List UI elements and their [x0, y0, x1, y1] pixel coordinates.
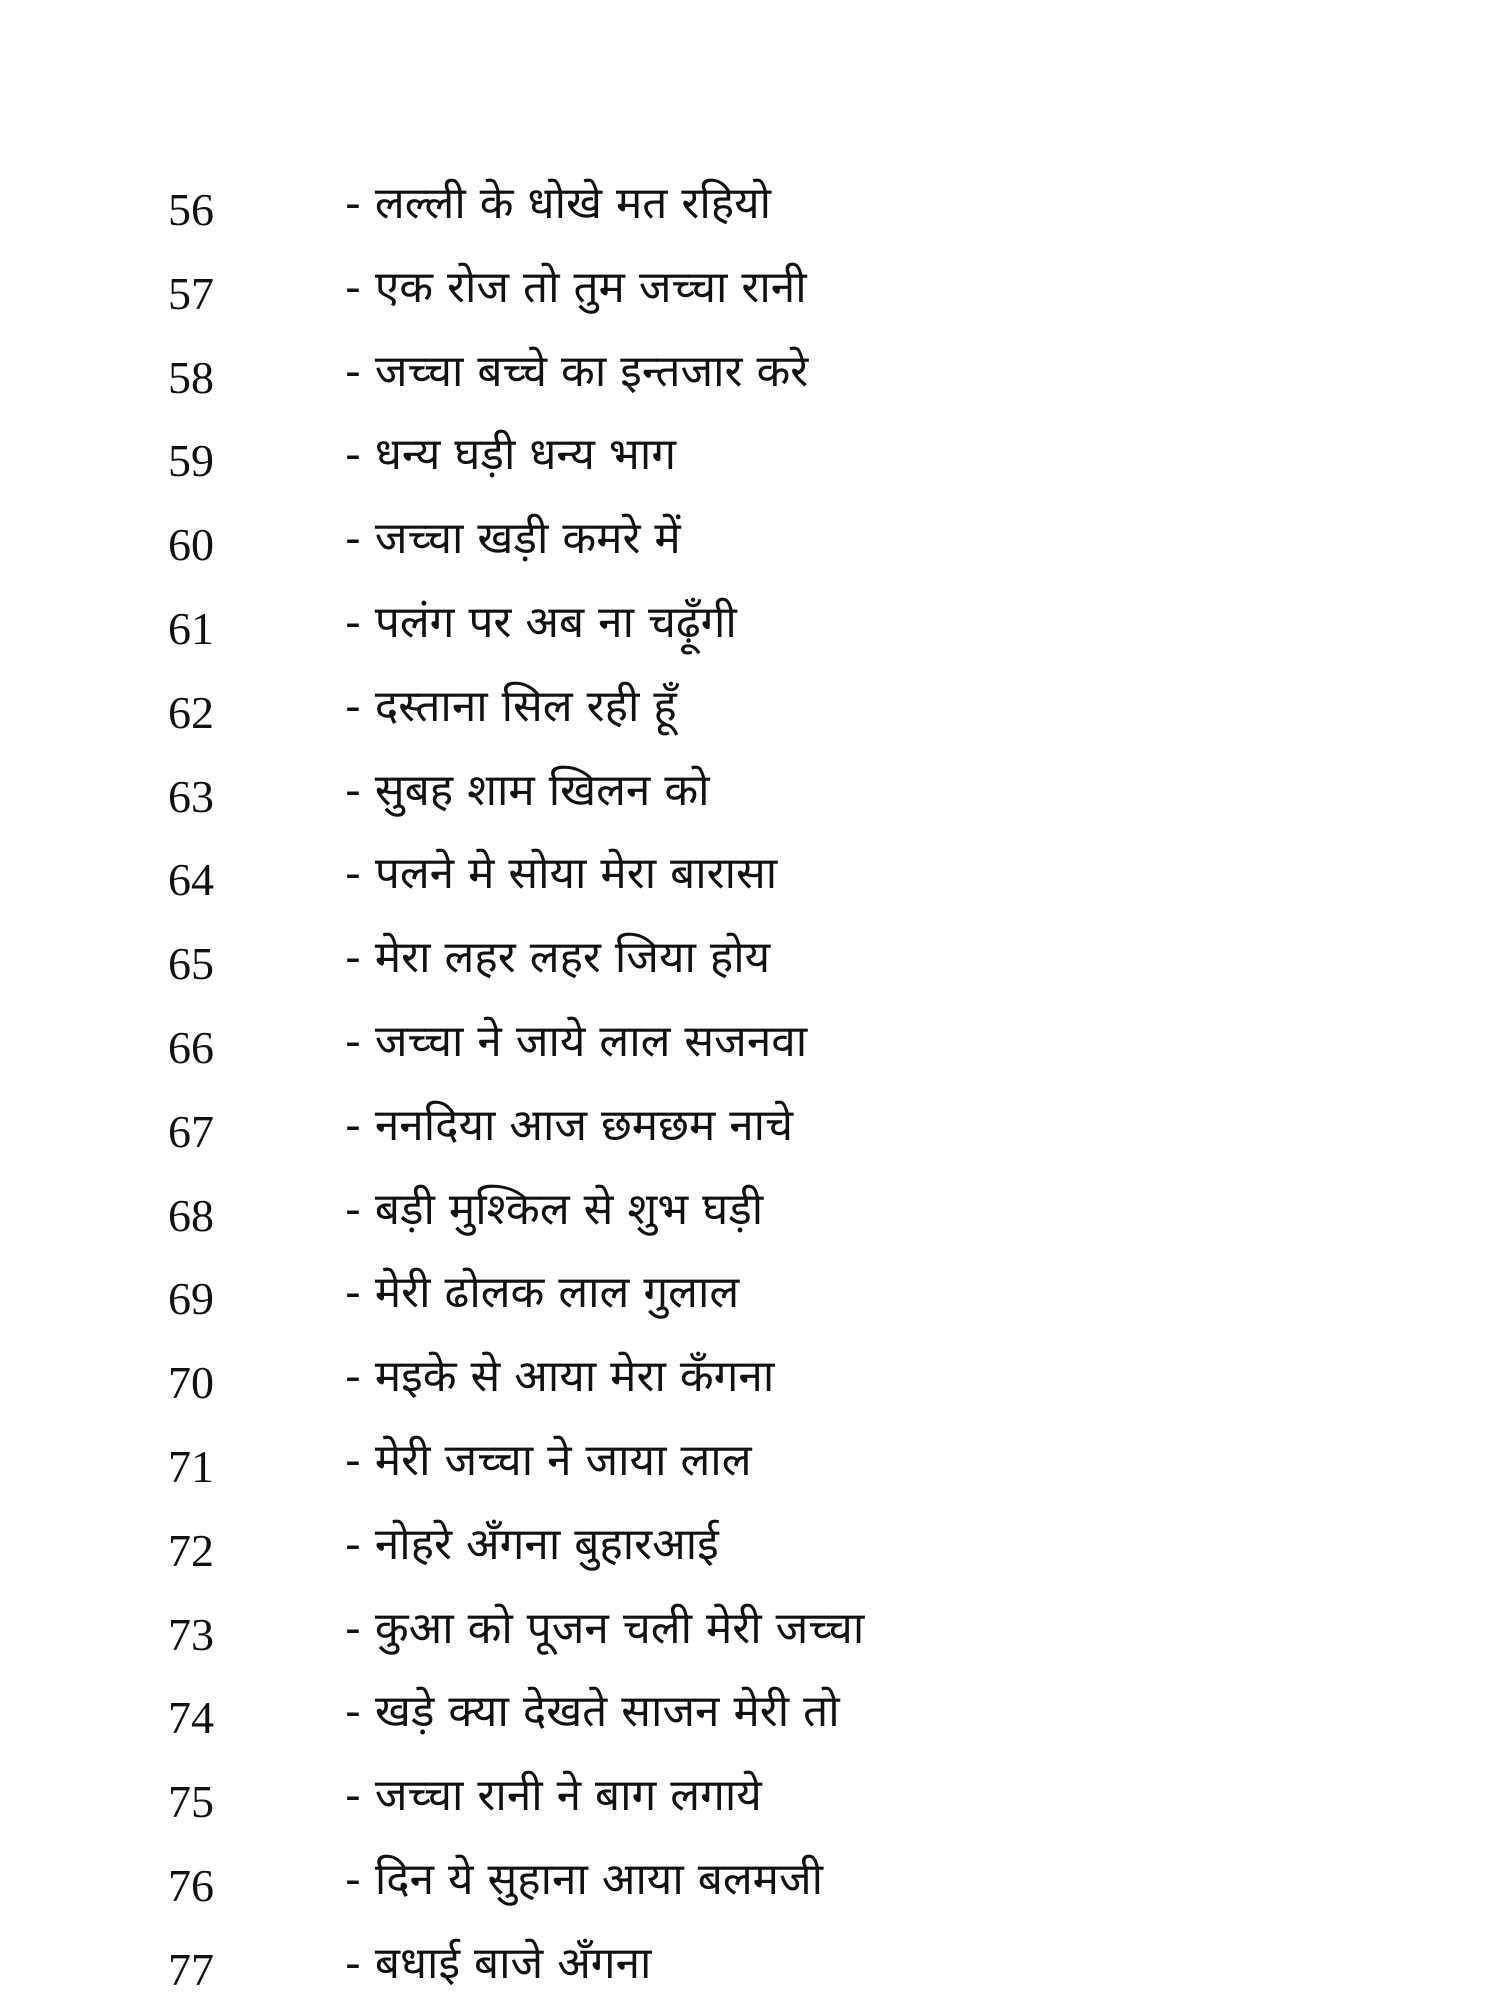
item-title: - जच्चा खड़ी कमरे में [345, 513, 681, 565]
list-item [0, 759, 1500, 843]
item-title: - दिन ये सुहाना आया बलमजी [345, 1853, 824, 1905]
list-item [0, 1848, 1500, 1932]
item-number: 70 [168, 1357, 214, 1409]
item-number: 65 [168, 938, 214, 990]
list-item [0, 256, 1500, 340]
list-item [0, 1345, 1500, 1429]
item-title: - मइके से आया मेरा कँगना [345, 1351, 775, 1403]
item-title: - लल्ली के धोखे मत रहियो [345, 178, 772, 229]
list-item [0, 172, 1500, 256]
item-number: 68 [168, 1189, 214, 1241]
item-title: - धन्य घड़ी धन्य भाग [345, 429, 676, 481]
item-number: 57 [168, 267, 214, 319]
item-number: 64 [168, 854, 214, 906]
item-title: - जच्चा रानी ने बाग लगाये [345, 1770, 762, 1822]
item-number: 56 [168, 184, 214, 235]
item-title: - खड़े क्या देखते साजन मेरी तो [345, 1686, 840, 1738]
item-number: 71 [168, 1440, 214, 1492]
list-item [0, 1178, 1500, 1262]
item-title: - बड़ी मुश्किल से शुभ घड़ी [345, 1183, 764, 1235]
item-number: 69 [168, 1273, 214, 1325]
item-number: 58 [168, 351, 214, 403]
item-title: - नोहरे अँगना बुहारआई [345, 1518, 719, 1570]
list-item [0, 1261, 1500, 1345]
item-number: 60 [168, 519, 214, 571]
item-number: 76 [168, 1859, 214, 1911]
list-item [0, 1429, 1500, 1513]
list-item [0, 1764, 1500, 1848]
song-index-list [0, 172, 1500, 2016]
item-number: 75 [168, 1776, 214, 1828]
item-title: - बधाई बाजे अँगना [345, 1937, 652, 1989]
item-number: 66 [168, 1021, 214, 1073]
item-title: - जच्चा बच्चे का इन्तजार करे [345, 345, 809, 397]
list-item [0, 675, 1500, 759]
item-title: - सुबह शाम खिलन को [345, 764, 710, 816]
item-number: 77 [168, 1943, 214, 1995]
list-item [0, 1932, 1500, 2016]
item-number: 63 [168, 770, 214, 822]
item-title: - एक रोज तो तुम जच्चा रानी [345, 261, 807, 313]
list-item [0, 1094, 1500, 1178]
list-item [0, 591, 1500, 675]
item-title: - ननदिया आज छमछम नाचे [345, 1099, 794, 1151]
item-number: 61 [168, 602, 214, 654]
item-title: - पलने मे सोया मेरा बारासा [345, 848, 778, 900]
list-item [0, 1680, 1500, 1764]
item-number: 67 [168, 1105, 214, 1157]
item-number: 62 [168, 686, 214, 738]
list-item [0, 842, 1500, 926]
item-title: - कुआ को पूजन चली मेरी जच्चा [345, 1602, 865, 1654]
list-item [0, 507, 1500, 591]
list-item [0, 340, 1500, 424]
item-title: - मेरा लहर लहर जिया होय [345, 932, 771, 984]
item-title: - मेरी ढोलक लाल गुलाल [345, 1267, 740, 1319]
list-item [0, 1010, 1500, 1094]
item-number: 59 [168, 435, 214, 487]
item-title: - मेरी जच्चा ने जाया लाल [345, 1434, 752, 1486]
list-item [0, 423, 1500, 507]
item-number: 74 [168, 1692, 214, 1744]
item-title: - जच्चा ने जाये लाल सजनवा [345, 1015, 808, 1067]
item-number: 73 [168, 1608, 214, 1660]
item-title: - दस्ताना सिल रही हूँ [345, 680, 677, 732]
item-number: 72 [168, 1524, 214, 1576]
list-item [0, 1513, 1500, 1597]
list-item [0, 1597, 1500, 1681]
list-item [0, 926, 1500, 1010]
item-title: - पलंग पर अब ना चढ़ूँगी [345, 596, 737, 648]
